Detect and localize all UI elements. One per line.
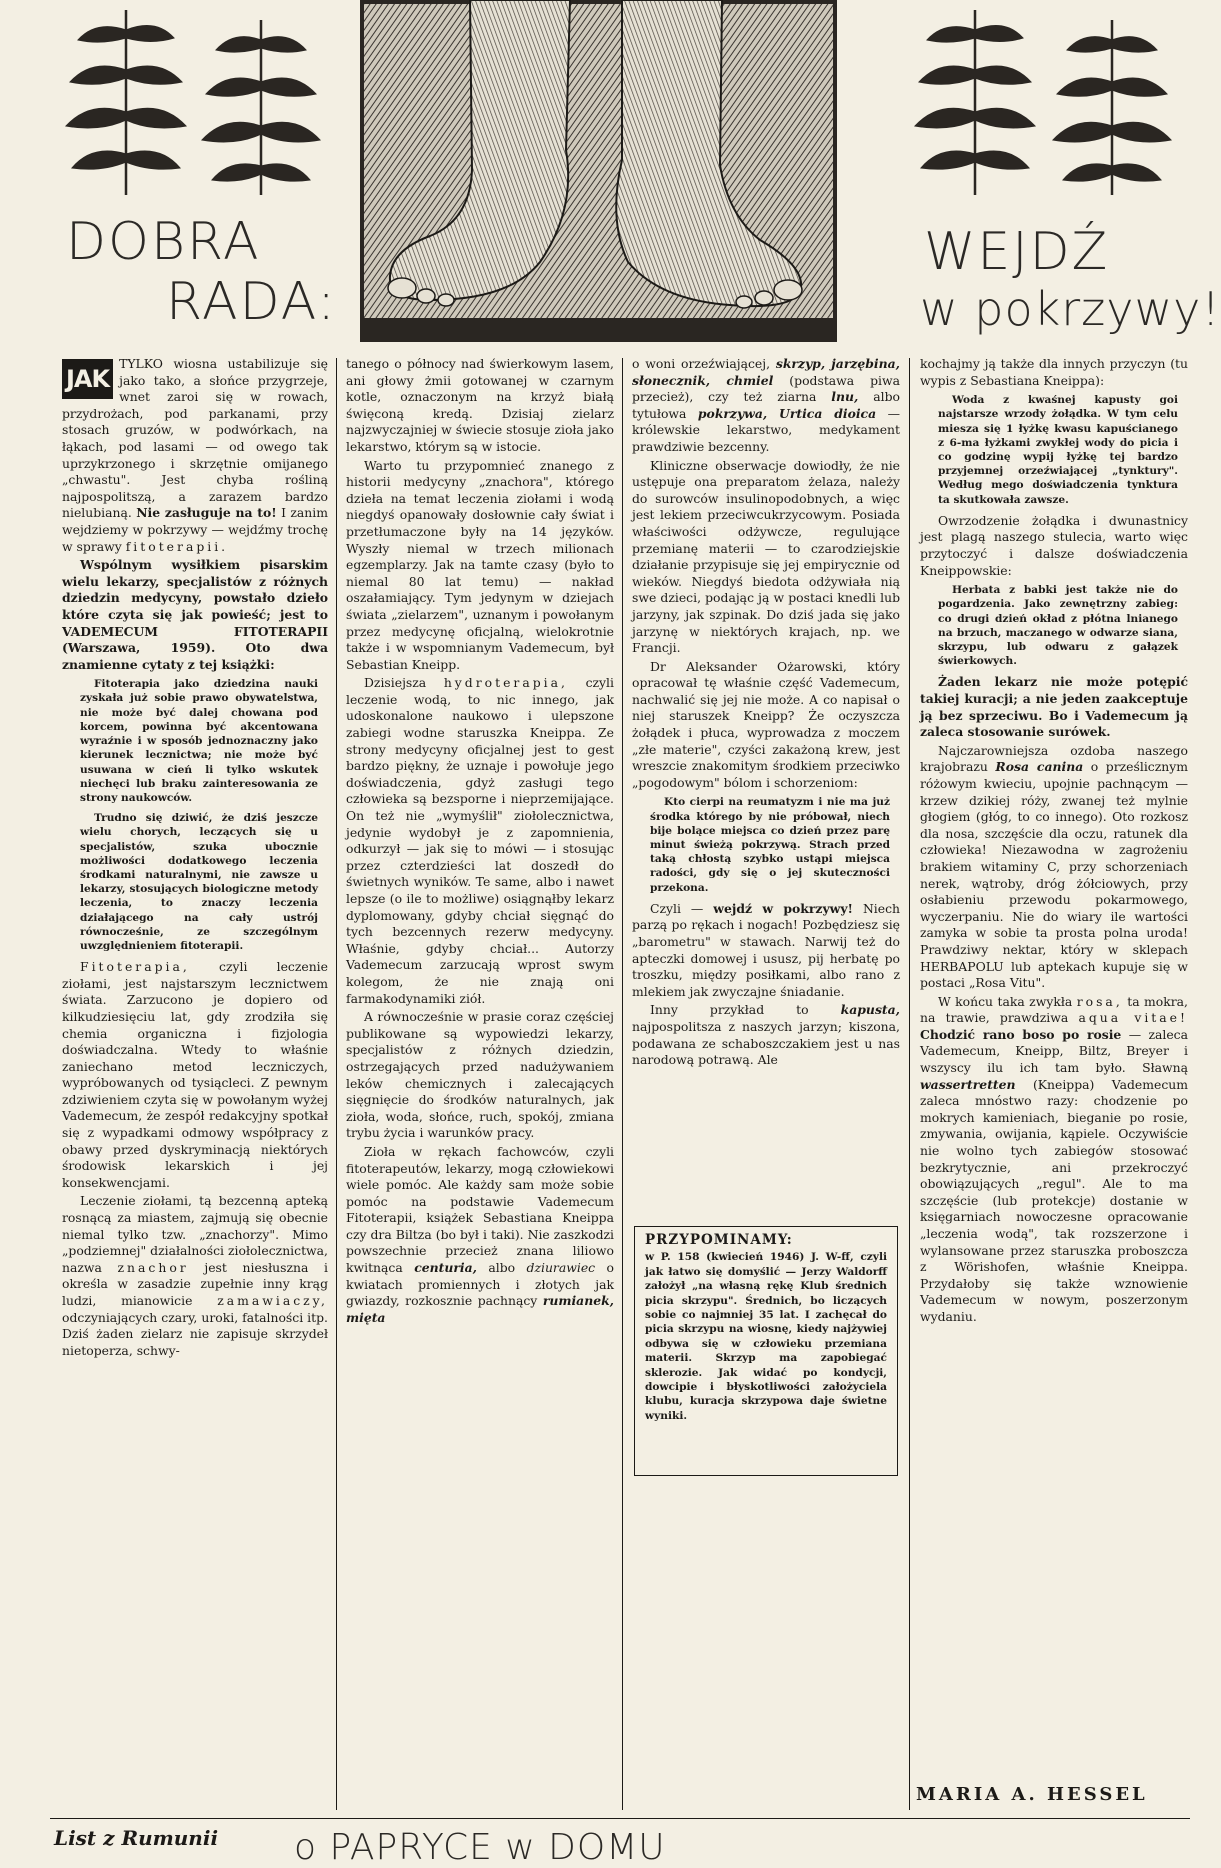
title-dobra: DOBRA bbox=[66, 212, 261, 272]
paprika-headline: o PAPRYCE w DOMU bbox=[294, 1827, 666, 1868]
quote: Kto cierpi na reumatyzm i nie ma już środka którego by nie próbował, niech bije bolące miejsca co dzień przez parę minut świeżą pokrzywą. Strach przed taką chłostą szybko ustąpi miejsca radości, gdy się o jej skuteczności przekona. bbox=[650, 796, 890, 894]
column-rule-2 bbox=[622, 358, 623, 1810]
title-w-pokrzywy: w pokrzywy! bbox=[920, 282, 1221, 336]
column-rule-3 bbox=[909, 358, 910, 1810]
paragraph: Warto tu przypomnieć znanego z historii medycyny „znachora", którego dzieła na temat leczenia ziołami i wodą niegdyś opanowały dosłownie cały świat i przetłumaczone były na 14 języków. Wyszły niemal w trzech milionach egzemplarzy. Jak na tamte czasy (było to niemal 80 lat temu) — nakład oszałamiający. Tym jedynym w dziejach świata „zielarzem", uznanym i powołanym przez medycynę oficjalną, wielokrotnie także i w wspomnianym Vademecum, był Sebastian Kneipp. bbox=[346, 457, 614, 672]
paragraph: kochajmy ją także dla innych przyczyn (tu wypis z Sebastiana Kneippa): bbox=[920, 356, 1188, 388]
quote: Fitoterapia jako dziedzina nauki zyskała już sobie prawo obywatelstwa, nie może być dalej chowana pod korcem, powinna być akcentowana wyraźnie i w sposób jednoznaczny jako kierunek lecznictwa; nie może być usuwana w cień li tylko wskutek niechęci lub braku zainteresowania ze strony naukowców. bbox=[80, 678, 318, 804]
reminder-text: w P. 158 (kwiecień 1946) J. W-ff, czyli jak łatwo się domyślić — Jerzy Waldorff założył „na własną rękę Klub średnich picia skrzypu". Średnich, bo liczących sobie co najmniej 35 lat. I zachęcał do picia skrzypu na wiosnę, kiedy najżywiej odbywa się w człowieku przemiana materii. Skrzyp ma zapobiegać sklerozie. Jak widać po kondycji, dowcipie i błyskotliwości założyciela klubu, kuracja skrzypowa daje świetne wyniki. bbox=[645, 1251, 887, 1422]
paragraph: Owrzodzenie żołądka i dwunastnicy jest plagą naszego stulecia, warto więc przytoczyć i dalsze doświadczenia Kneippowskie: bbox=[920, 512, 1188, 578]
paragraph: tanego o północy nad świerkowym lasem, ani głowy żmii gotowanej w czarnym kotle, oznaczonym na krzyż białą święconą kredą. Dzisiaj zielarz najzwyczajniej w świecie stosuje zioła jako lekarstwo, którym są w istocie. bbox=[346, 356, 614, 454]
paragraph: Najczarowniejsza ozdoba naszego krajobrazu Rosa canina o prześlicznym różowym kwieciu, upojnie pachnącym — krzew dzikiej róży, zwanej też mylnie głogiem (głóg, to co innego). Oto rozkosz dla nosa, szczęście dla oczu, ratunek dla człowieka! Niezawodna w zagrożeniu brakiem witaminy C, przy schorzeniach nerek, wątroby, dróg żółciowych, przy osłabieniu przewodu pokarmowego, wyczerpaniu. Nie do wiary ile wartości zamyka w sobie ta prosta polna uroda! Prawdziwy nektar, który w sklepach HERBAPOLU lub aptekach kupuje się w postaci „Rosa Vitu". bbox=[920, 742, 1188, 991]
paragraph: Dr Aleksander Ożarowski, który opracował tę właśnie część Vademecum, nachwalić się jej nie może. A co napisał o niej staruszek Kneipp? Że oczyszcza żołądek i płuca, wyprowadza z moczem „złe materie", czyści zakażoną krew, jest wreszcie znakomitym środkiem przeciwko „pogodowym" bólom i schorzeniom: bbox=[632, 658, 900, 790]
paragraph: Fitoterapia, czyli leczenie ziołami, jest najstarszym lecznictwem świata. Zarzucono je dopiero od kilkudziesięciu lat, gdy zrodziła się chemia organiczna i fizjologia doświadczalna. Wtedy to właśnie zaniechano metod leczniczych, wypróbowanych od tysiącleci. Z pewnym zdziwieniem czyta się w powołanym wyżej Vademecum, że zespół redakcyjny spotkał się z wypadkami odmowy współpracy z obawy przed dyskryminacją niektórych środowisk lekarskich i jej konsekwencjami. bbox=[62, 959, 328, 1190]
column-rule-1 bbox=[336, 358, 337, 1810]
quote: Woda z kwaśnej kapusty goi najstarsze wrzody żołądka. W tym celu miesza się 1 łyżkę kwasu kapuścianego z 6-ma łyżkami zwykłej wody do picia i co godzinę wypij łyżkę tej bardzo przyjemnej orzeźwiającej „tynktury". Według mego doświadczenia tynktura ta skutkowała zawsze. bbox=[938, 394, 1178, 506]
article-column-1 bbox=[62, 356, 328, 1814]
paragraph: A równocześnie w prasie coraz częściej publikowane są wypowiedzi lekarzy, specjalistów z różnych dziedzin, ostrzegających przed nadużywaniem leków chemicznych i zalecających sięgnięcie do środków naturalnych, jak zioła, woda, słońce, ruch, spokój, zmiana trybu życia i warunków pracy. bbox=[346, 1009, 614, 1141]
reminder-box bbox=[634, 1226, 898, 1476]
author-byline: MARIA A. HESSEL bbox=[916, 1784, 1148, 1805]
paragraph: Leczenie ziołami, tą bezcenną apteką rosnącą za miastem, zajmują się obecnie niemal tylko tzw. „znachorzy". Mimo „podziemnej" działalności ziołolecznictwa, nazwa znachor jest niesłuszna i określa w zasadzie zupełnie inny krąg ludzi, mianowicie zamawiaczy, odczyniających czary, uroki, fatalności itp. Dziś żaden zielarz nie zapisuje skrzydeł nietoperza, schwy- bbox=[62, 1193, 328, 1358]
nettle-illustration-right bbox=[900, 0, 1186, 195]
initial-jak: JAK bbox=[62, 359, 113, 399]
paragraph: Żaden lekarz nie może potępić takiej kuracji; a nie jeden zaakceptuje ją bez sprzeciwu. Bo i Vademecum ją zaleca stosowanie surówek. bbox=[920, 674, 1188, 740]
paragraph: Kliniczne obserwacje dowiodły, że nie ustępuje ona preparatom żelaza, należy do surowców insulinopodobnych, a więc jest lekiem przeciwcukrzycowym. Posiada właściwości odżywcze, regulujące przemianę materii — to czarodziejskie działanie przypisuje się jej empirycznie od wieków. Niegdyś biedota odżywiała nią swe dzieci, podając ją w postaci knedli lub jarzyny, jak szpinak. Do dziś jada się jako jarzynę w niektórych krajach, np. we Francji. bbox=[632, 457, 900, 656]
feet-engraving bbox=[360, 0, 837, 342]
section-divider bbox=[50, 1818, 1190, 1819]
quote: Herbata z babki jest także nie do pogardzenia. Jako zewnętrzny zabieg: co drugi dzień okład z płótna lnianego na brzuch, maczanego w odwarze siana, skrzypu, lub odwaru z gałązek świerkowych. bbox=[938, 584, 1178, 668]
list-heading: List z Rumunii bbox=[54, 1826, 219, 1850]
title-wejdz: WEJDŹ bbox=[924, 222, 1110, 282]
lead-paragraph: JAK TYLKO wiosna ustabilizuje się jako tako, a słońce przygrzeje, wnet zaroi się w rowach, przydrożach, pod parkanami, przy stosach gruzów, w podwórkach, na łąkach, pod lasami — od owego tak uprzykrzonego i skrzętnie omijanego „chwastu". Jest chyba rośliną najpospolitszą, a zarazem bardzo nielubianą. Nie zasługuje na to! I zanim wejdziemy w pokrzywy — wejdźmy trochę w sprawy fitoterapii. bbox=[62, 356, 328, 554]
paragraph: Inny przykład to kapusta, najpospolitsza z naszych jarzyn; kiszona, podawana ze schaboszczakiem jest u nas narodową potrawą. Ale bbox=[632, 1002, 900, 1068]
article-column-3 bbox=[632, 356, 900, 1214]
paragraph: o woni orzeźwiającej, skrzyp, jarzębina, słonecznik, chmiel (podstawa piwa przecież), czy też ziarna lnu, albo tytułowa pokrzywa, Urtica dioica — królewskie lekarstwo, medykament prawdziwie bezcenny. bbox=[632, 356, 900, 454]
article-column-2 bbox=[346, 356, 614, 1814]
paragraph: Czyli — wejdź w pokrzywy! Niech parzą po rękach i nogach! Pozbędziesz się „barometru" w stawach. Narwij też do apteczki domowej i ususz, pij herbatę po troszku, między posiłkami, albo rano z mlekiem jak zwyczajne śniadanie. bbox=[632, 900, 900, 999]
paragraph: Dzisiejsza hydroterapia, czyli leczenie wodą, to nic innego, jak udoskonalone naukowo i ulepszone zabiegi wodne staruszka Kneippa. Ze strony medycyny oficjalnej jest to gest bardzo piękny, że uznaje i powołuje jego doświadczenia, gdyż zasługi tego człowieka są bezsporne i nieprzemijające. On też nie „wymyślił" ziołolecznictwa, jedynie wydobył je z zapomnienia, odkurzył — jak się to mówi — i stosując przez czterdzieści lat doszedł do świetnych wyników. Te same, albo i nawet lepsze (o ile to możliwe) osiągnąłby lekarz dyplomowany, gdyby chciał sięgnąć do tych bezcennych rezerw medycyny. Właśnie, gdyby chciał... Autorzy Vademecum zarzucają wprost swym kolegom, że nie znają oni farmakodynamiki ziół. bbox=[346, 675, 614, 1006]
title-rada: RADA: bbox=[166, 272, 337, 332]
paragraph: Zioła w rękach fachowców, czyli fitoterapeutów, lekarzy, mogą człowiekowi wiele pomóc. Ale każdy sam może sobie pomóc na podstawie Vademecum Fitoterapii, książek Sebastiana Kneippa czy dra Biltza (bo był i taki). Nie zaszkodzi powszechnie przecież znana liliowo kwitnąca centuria, albo dziurawiec o kwiatach promiennych i złotych jak gwiazdy, rozkosznie pachnący rumianek, mięta bbox=[346, 1143, 614, 1325]
paragraph: Wspólnym wysiłkiem pisarskim wielu lekarzy, specjalistów z różnych dziedzin medycyny, powstało dzieło które czyta się jak powieść; jest to VADEMECUM FITOTERAPII (Warszawa, 1959). Oto dwa znamienne cytaty z tej książki: bbox=[62, 557, 328, 672]
nettle-illustration-left bbox=[56, 0, 342, 195]
paragraph: W końcu taka zwykła rosa, ta mokra, na trawie, prawdziwa aqua vitae! Chodzić rano boso po rosie — zaleca Vademecum, Kneipp, Biltz, Breyer i wszyscy ilu ich tam było. Sławną wassertretten (Kneippa) Vademecum zaleca mnóstwo razy: chodzenie po mokrych kamieniach, bieganie po rosie, zmywania, owijania, kąpiele. Oczywiście nie wolno tych zabiegów stosować bezkrytycznie, ani przekroczyć obowiązujących „regul". Ale to ma szczęście (lub protekcje) dostanie w księgarniach nowoczesne opracowanie „leczenia wodą", tak rozszerzone i wylansowane przez staruszka proboszcza z Wörishofen, właśnie Kneippa. Przydałoby się także wznowienie Vademecum w nowym, poszerzonym wydaniu. bbox=[920, 993, 1188, 1324]
article-column-4 bbox=[920, 356, 1188, 1776]
quote: Trudno się dziwić, że dziś jeszcze wielu chorych, leczących się u specjalistów, szuka ubocznie możliwości dodatkowego leczenia środkami naturalnymi, nie zawsze u lekarzy, stosujących biologiczne metody leczenia, to znaczy leczenia działającego na cały ustrój równocześnie, ze szczególnym uwzględnieniem fitoterapii. bbox=[80, 812, 318, 952]
reminder-heading: PRZYPOMINAMY: bbox=[645, 1232, 793, 1248]
